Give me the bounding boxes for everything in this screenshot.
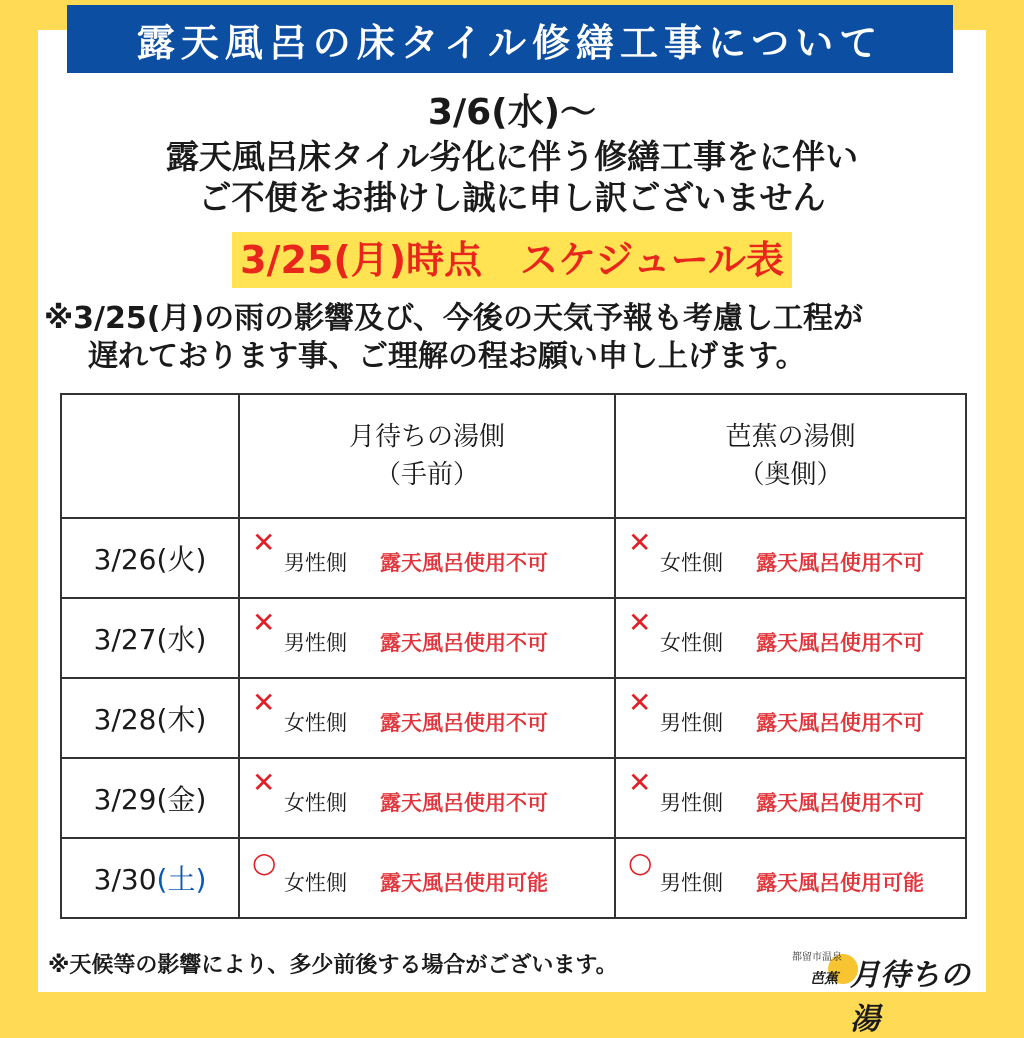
column-sub: （奥側） bbox=[738, 460, 843, 490]
date-prefix: 3/26( bbox=[93, 543, 168, 576]
date-prefix: 3/28( bbox=[93, 703, 168, 736]
gender-side: 男性側 bbox=[660, 791, 723, 815]
status-mark-icon: ✕ bbox=[628, 766, 652, 799]
date-cell bbox=[61, 518, 239, 598]
gender-side: 男性側 bbox=[284, 551, 347, 575]
bath-status: 露天風呂使用不可 bbox=[756, 791, 924, 815]
date-prefix: 3/29( bbox=[93, 783, 168, 816]
status-mark-icon: ✕ bbox=[252, 526, 276, 559]
bath-status: 露天風呂使用不可 bbox=[756, 711, 924, 735]
date-day: 木 bbox=[167, 703, 196, 736]
table-row bbox=[61, 678, 966, 758]
basho-cell bbox=[615, 678, 966, 758]
date-cell bbox=[61, 838, 239, 918]
gender-side: 男性側 bbox=[660, 871, 723, 895]
tsukimachi-cell bbox=[239, 758, 615, 838]
bath-status: 露天風呂使用不可 bbox=[380, 631, 548, 655]
schedule-title-wrap bbox=[0, 232, 1024, 288]
column-name: 芭蕉の湯側 bbox=[725, 422, 856, 452]
date-suffix: ) bbox=[195, 623, 207, 656]
logo-basho: 芭蕉 bbox=[810, 971, 838, 987]
table-row bbox=[61, 598, 966, 678]
date-cell bbox=[61, 598, 239, 678]
tsukimachi-cell bbox=[239, 598, 615, 678]
page-title: 露天風呂の床タイル修繕工事について bbox=[136, 20, 884, 65]
logo-main-text: 月待ちの湯 bbox=[850, 958, 970, 1037]
date-suffix: ) bbox=[195, 543, 207, 576]
bath-status: 露天風呂使用不可 bbox=[756, 631, 924, 655]
page-title-banner bbox=[67, 5, 953, 73]
status-mark-icon: ✕ bbox=[252, 686, 276, 719]
basho-cell bbox=[615, 518, 966, 598]
date-cell bbox=[61, 758, 239, 838]
basho-cell bbox=[615, 758, 966, 838]
bath-status: 露天風呂使用不可 bbox=[380, 711, 548, 735]
date-day: 水 bbox=[167, 623, 196, 656]
bath-status: 露天風呂使用不可 bbox=[380, 551, 548, 575]
status-mark-icon: ✕ bbox=[628, 606, 652, 639]
date-day: 金 bbox=[167, 783, 196, 816]
bath-status: 露天風呂使用可能 bbox=[380, 871, 548, 895]
column-name: 月待ちの湯側 bbox=[348, 422, 505, 452]
intro-line-1: 露天風呂床タイル劣化に伴う修繕工事をに伴い bbox=[165, 137, 859, 176]
column-sub: （手前） bbox=[374, 460, 479, 490]
table-header-row bbox=[61, 394, 966, 518]
logo bbox=[790, 944, 980, 1037]
tsukimachi-cell bbox=[239, 518, 615, 598]
delay-notice-line-1: ※3/25(月)の雨の影響及び、今後の天気予報も考慮し工程が bbox=[44, 301, 863, 336]
date-suffix: ) bbox=[195, 703, 207, 736]
header-tsukimachi bbox=[239, 394, 615, 518]
date-suffix: ) bbox=[195, 783, 207, 816]
gender-side: 女性側 bbox=[660, 551, 723, 575]
table-row bbox=[61, 518, 966, 598]
status-mark-icon: ○ bbox=[628, 846, 653, 879]
date-prefix: 3/27( bbox=[93, 623, 168, 656]
bath-status: 露天風呂使用可能 bbox=[756, 871, 924, 895]
start-date: 3/6(水)〜 bbox=[427, 92, 597, 133]
intro-line-2: ご不便をお掛けし誠に申し訳ございません bbox=[198, 178, 826, 217]
header-basho bbox=[615, 394, 966, 518]
gender-side: 男性側 bbox=[284, 631, 347, 655]
status-mark-icon: ✕ bbox=[252, 606, 276, 639]
schedule-table bbox=[60, 393, 967, 919]
status-mark-icon: ○ bbox=[252, 846, 277, 879]
logo-subtitle: 都留市温泉 bbox=[792, 952, 842, 963]
table-row bbox=[61, 758, 966, 838]
status-mark-icon: ✕ bbox=[628, 526, 652, 559]
basho-cell bbox=[615, 838, 966, 918]
tsukimachi-cell bbox=[239, 678, 615, 758]
tsukimachi-cell bbox=[239, 838, 615, 918]
footer-note: ※天候等の影響により、多少前後する場合がございます。 bbox=[48, 953, 618, 978]
table-row bbox=[61, 838, 966, 918]
gender-side: 女性側 bbox=[284, 711, 347, 735]
gender-side: 女性側 bbox=[660, 631, 723, 655]
basho-cell bbox=[615, 598, 966, 678]
date-cell bbox=[61, 678, 239, 758]
status-mark-icon: ✕ bbox=[252, 766, 276, 799]
gender-side: 女性側 bbox=[284, 871, 347, 895]
delay-notice-line-2: 遅れております事、ご理解の程お願い申し上げます。 bbox=[88, 339, 806, 374]
date-prefix: 3/30 bbox=[93, 863, 157, 896]
schedule-title: 3/25(月)時点 スケジュール表 bbox=[232, 232, 792, 288]
bath-status: 露天風呂使用不可 bbox=[756, 551, 924, 575]
gender-side: 男性側 bbox=[660, 711, 723, 735]
bath-status: 露天風呂使用不可 bbox=[380, 791, 548, 815]
gender-side: 女性側 bbox=[284, 791, 347, 815]
date-day: 火 bbox=[167, 543, 196, 576]
header-empty-cell bbox=[61, 394, 239, 518]
date-day: (土) bbox=[156, 863, 207, 896]
status-mark-icon: ✕ bbox=[628, 686, 652, 719]
